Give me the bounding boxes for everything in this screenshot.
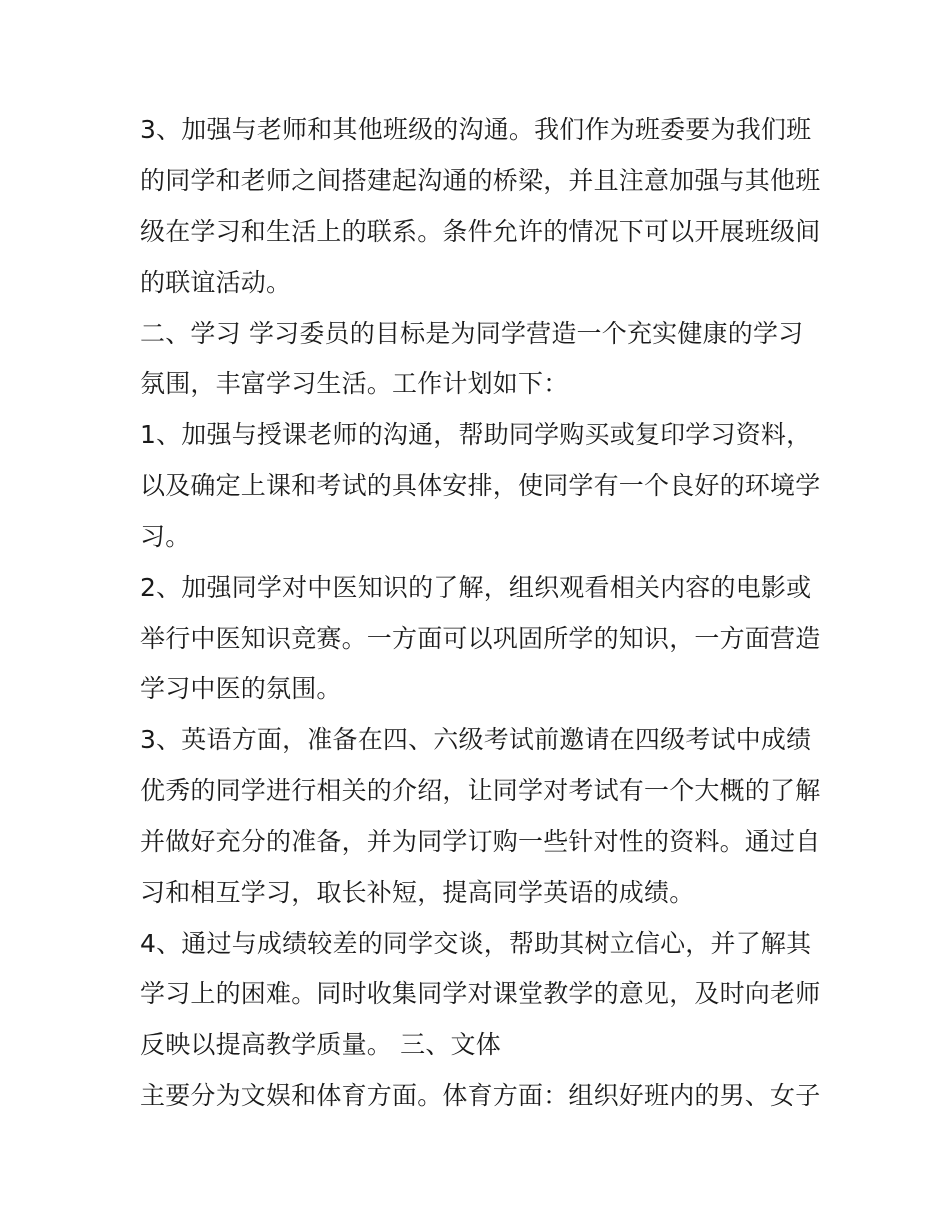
text-line: 4、通过与成绩较差的同学交谈，帮助其树立信心，并了解其 bbox=[140, 929, 812, 958]
text-line: 1、加强与授课老师的沟通，帮助同学购买或复印学习资料， bbox=[140, 420, 812, 449]
text-line: 主要分为文娱和体育方面。体育方面：组织好班内的男、女子 bbox=[140, 1081, 821, 1110]
text-line: 反映以提高教学质量。 三、文体 bbox=[140, 1030, 501, 1059]
text-line: 的联谊活动。 bbox=[140, 268, 292, 297]
text-line: 以及确定上课和考试的具体安排，使同学有一个良好的环境学 bbox=[140, 471, 821, 500]
text-line: 学习上的困难。同时收集同学对课堂教学的意见，及时向老师 bbox=[140, 979, 821, 1008]
text-line: 氛围，丰富学习生活。工作计划如下： bbox=[140, 369, 569, 398]
text-line: 习。 bbox=[140, 522, 191, 551]
text-line: 3、英语方面，准备在四、六级考试前邀请在四级考试中成绩 bbox=[140, 725, 812, 754]
text-line: 二、学习 学习委员的目标是为同学营造一个充实健康的学习 bbox=[140, 319, 804, 348]
text-line: 优秀的同学进行相关的介绍，让同学对考试有一个大概的了解 bbox=[140, 776, 821, 805]
text-line: 2、加强同学对中医知识的了解，组织观看相关内容的电影或 bbox=[140, 573, 812, 602]
text-line: 学习中医的氛围。 bbox=[140, 674, 342, 703]
text-line: 级在学习和生活上的联系。条件允许的情况下可以开展班级间 bbox=[140, 217, 821, 246]
text-line: 举行中医知识竞赛。一方面可以巩固所学的知识，一方面营造 bbox=[140, 624, 821, 653]
text-line: 并做好充分的准备，并为同学订购一些针对性的资料。通过自 bbox=[140, 827, 821, 856]
text-line: 习和相互学习，取长补短，提高同学英语的成绩。 bbox=[140, 878, 695, 907]
text-line: 3、加强与老师和其他班级的沟通。我们作为班委要为我们班 bbox=[140, 115, 812, 144]
text-line: 的同学和老师之间搭建起沟通的桥梁，并且注意加强与其他班 bbox=[140, 166, 821, 195]
